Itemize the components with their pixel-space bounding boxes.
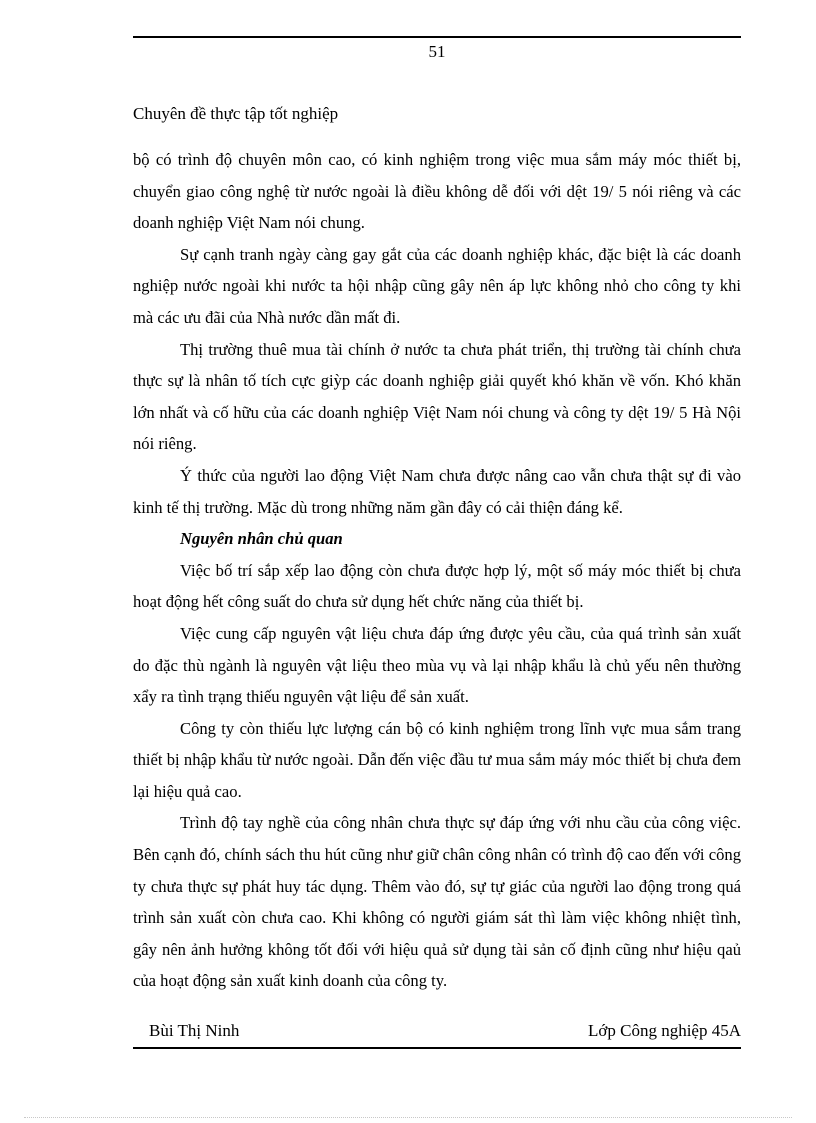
paragraph: Sự cạnh tranh ngày càng gay gắt của các doanh nghiệp khác, đặc biệt là các doanh nghiệp nước ngoài khi nước ta hội nhập cũng gây nên áp lực không nhỏ cho công ty khi mà các ưu đãi của Nhà nước dần mất đi. [133, 244, 741, 327]
footer-class: Lớp Công nghiệp 45A [587, 1021, 741, 1040]
top-rule [133, 36, 741, 38]
paragraph: Việc bố trí sắp xếp lao động còn chưa được hợp lý, một số máy móc thiết bị chưa hoạt động hết công suất do chưa sử dụng hết chức năng của thiết bị. [133, 560, 741, 612]
paragraph: bộ có trình độ chuyên môn cao, có kinh nghiệm trong việc mua sắm máy móc thiết bị, chuyển giao công nghệ từ nước ngoài là điều không dễ đối với dệt 19/ 5 nói riêng và các doanh nghiệp Việt Nam nói chung. [133, 150, 741, 233]
paragraph: Công ty còn thiếu lực lượng cán bộ có kinh nghiệm trong lĩnh vực mua sắm trang thiết bị nhập khẩu từ nước ngoài. Dẫn đến việc đầu tư mua sắm máy móc thiết bị chưa đem lại hiệu quả cao. [133, 718, 741, 801]
document-header: Chuyên đề thực tập tốt nghiệp [133, 104, 339, 123]
footer-author: Bùi Thị Ninh [149, 1021, 240, 1040]
section-heading: Nguyên nhân chủ quan [180, 529, 343, 549]
page-number: 51 [428, 42, 446, 61]
bottom-rule [133, 1047, 741, 1049]
document-body [133, 144, 741, 997]
paragraph: Thị trường thuê mua tài chính ở nước ta chưa phát triển, thị trường tài chính chưa thực sự là nhân tố tích cực giỳp các doanh nghiệp giải quyết khó khăn về vốn. Khó khăn lớn nhất và cố hữu của các doanh nghiệp Việt Nam nói chung và công ty dệt 19/ 5 Hà Nội nói riêng. [133, 339, 741, 454]
paragraph: Ý thức của người lao động Việt Nam chưa được nâng cao vẫn chưa thật sự đi vào kinh tế thị trường. Mặc dù trong những năm gần đây có cải thiện đáng kể. [133, 465, 741, 517]
page-edge-divider [24, 1117, 792, 1118]
paragraph: Trình độ tay nghề của công nhân chưa thực sự đáp ứng với nhu cầu của công việc. Bên cạnh đó, chính sách thu hút cũng như giữ chân công nhân có trình độ cao đến với công ty chưa thực sự phát huy tác dụng. Thêm vào đó, sự tự giác của người lao động trong quá trình sản xuất còn chưa cao. Khi không có người giám sát thì làm việc không nhiệt tình, gây nên ảnh hưởng không tốt đối với hiệu quả sử dụng tài sản cố định cũng như hiệu qaủ của hoạt động sản xuất kinh doanh của công ty. [133, 813, 741, 991]
paragraph: Việc cung cấp nguyên vật liệu chưa đáp ứng được yêu cầu, của quá trình sản xuất do đặc thù ngành là nguyên vật liệu theo mùa vụ và lại nhập khẩu là chủ yếu nên thường xẩy ra tình trạng thiếu nguyên vật liệu để sản xuất. [133, 623, 741, 707]
